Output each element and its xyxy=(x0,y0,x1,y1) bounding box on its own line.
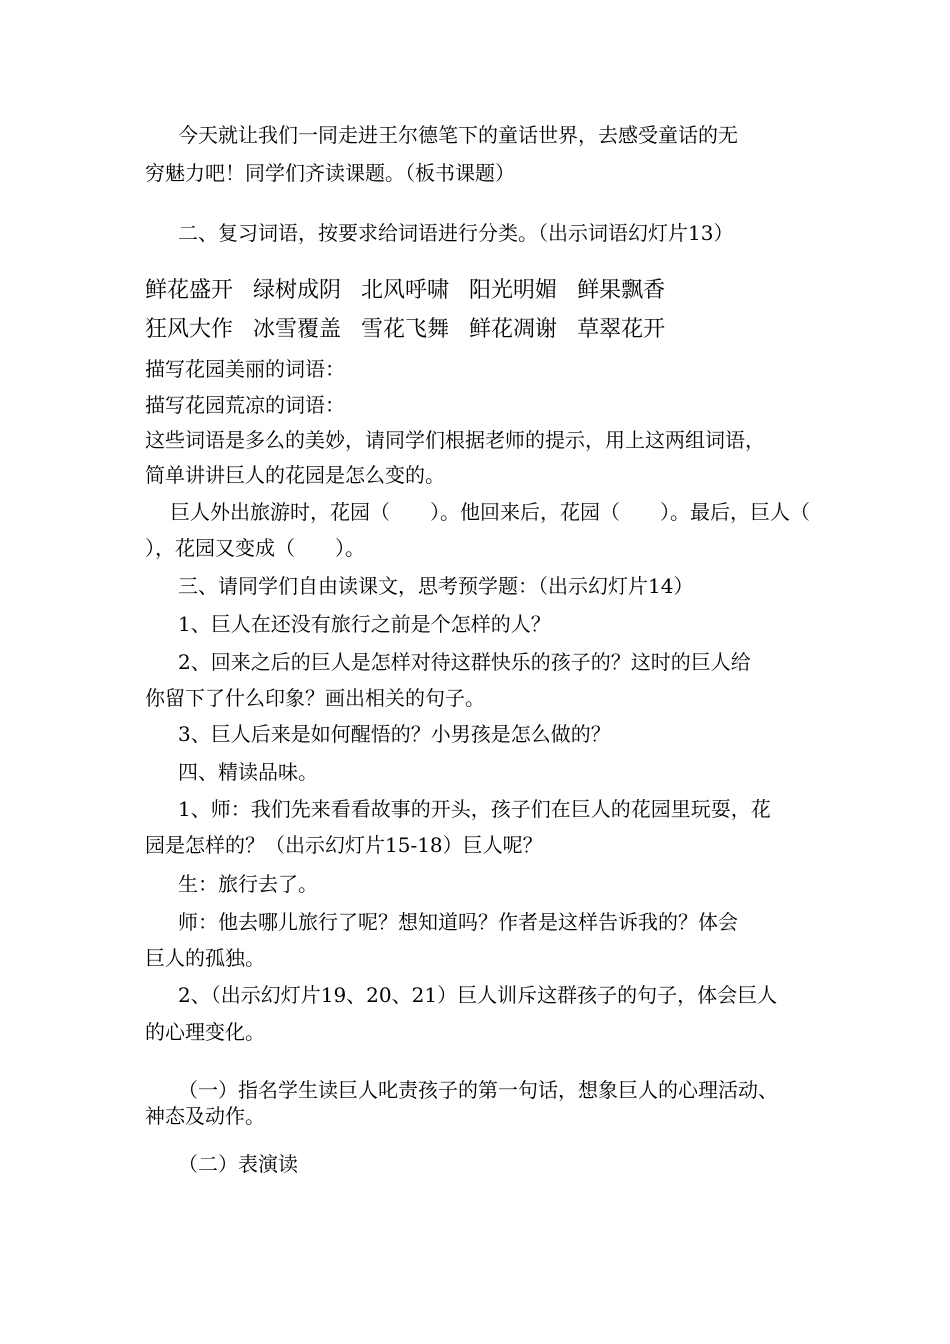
word-list-row-1 xyxy=(145,279,825,303)
word-item: 鲜花凋谢 xyxy=(469,317,558,342)
word-item: 绿树成阴 xyxy=(253,278,342,303)
word-item: 鲜花盛开 xyxy=(145,278,234,303)
intro-line-2: 穷魅力吧！同学们齐读课题。（板书课题） xyxy=(145,161,515,185)
word-item: 狂风大作 xyxy=(145,317,234,342)
question-2-line-1: 2、回来之后的巨人是怎样对待这群快乐的孩子的？这时的巨人给 xyxy=(178,650,751,674)
question-1: 1、巨人在还没有旅行之前是个怎样的人？ xyxy=(178,612,551,636)
section-4-heading: 四、精读品味。 xyxy=(178,760,318,784)
word-item: 冰雪覆盖 xyxy=(253,317,342,342)
teacher-line-1: 师：他去哪儿旅行了呢？想知道吗？作者是这样告诉我的？体会 xyxy=(178,910,738,934)
prompt-line-1: 这些词语是多么的美妙，请同学们根据老师的提示，用上这两组词语， xyxy=(145,428,765,452)
word-list-row-2 xyxy=(145,318,825,342)
part-1-line-1: 1、师：我们先来看看故事的开头，孩子们在巨人的花园里玩耍，花 xyxy=(178,797,771,821)
sub-2-heading: （二）表演读 xyxy=(178,1152,298,1176)
student-answer: 生：旅行去了。 xyxy=(178,872,318,896)
intro-line-1: 今天就让我们一同走进王尔德笔下的童话世界，去感受童话的无 xyxy=(178,123,738,147)
sub-1-line-1: （一）指名学生读巨人叱责孩子的第一句话，想象巨人的心理活动、 xyxy=(178,1078,778,1102)
desc-beautiful: 描写花园美丽的词语： xyxy=(145,357,345,381)
prompt-line-2: 简单讲讲巨人的花园是怎么变的。 xyxy=(145,463,445,487)
section-3-heading: 三、请同学们自由读课文，思考预学题：（出示幻灯片14） xyxy=(178,574,694,598)
word-item: 雪花飞舞 xyxy=(361,317,450,342)
fill-in-line-2: ），花园又变成（ ）。 xyxy=(145,536,365,560)
teacher-line-2: 巨人的孤独。 xyxy=(145,946,265,970)
word-item: 草翠花开 xyxy=(577,317,666,342)
question-3: 3、巨人后来是如何醒悟的？小男孩是怎么做的？ xyxy=(178,722,611,746)
word-item: 阳光明媚 xyxy=(469,278,558,303)
word-item: 北风呼啸 xyxy=(361,278,450,303)
part-2-line-1: 2、（出示幻灯片19、20、21）巨人训斥这群孩子的句子，体会巨人 xyxy=(178,983,778,1007)
sub-1-line-2: 神态及动作。 xyxy=(145,1104,265,1128)
part-1-line-2: 园是怎样的？（出示幻灯片15-18）巨人呢？ xyxy=(145,833,543,857)
word-item: 鲜果飘香 xyxy=(577,278,666,303)
desc-desolate: 描写花园荒凉的词语： xyxy=(145,393,345,417)
section-2-heading: 二、复习词语，按要求给词语进行分类。（出示词语幻灯片13） xyxy=(178,221,734,245)
question-2-line-2: 你留下了什么印象？画出相关的句子。 xyxy=(145,686,485,710)
part-2-line-2: 的心理变化。 xyxy=(145,1020,265,1044)
fill-in-line-1: 巨人外出旅游时，花园（ ）。他回来后，花园（ ）。最后，巨人（ xyxy=(170,500,810,524)
